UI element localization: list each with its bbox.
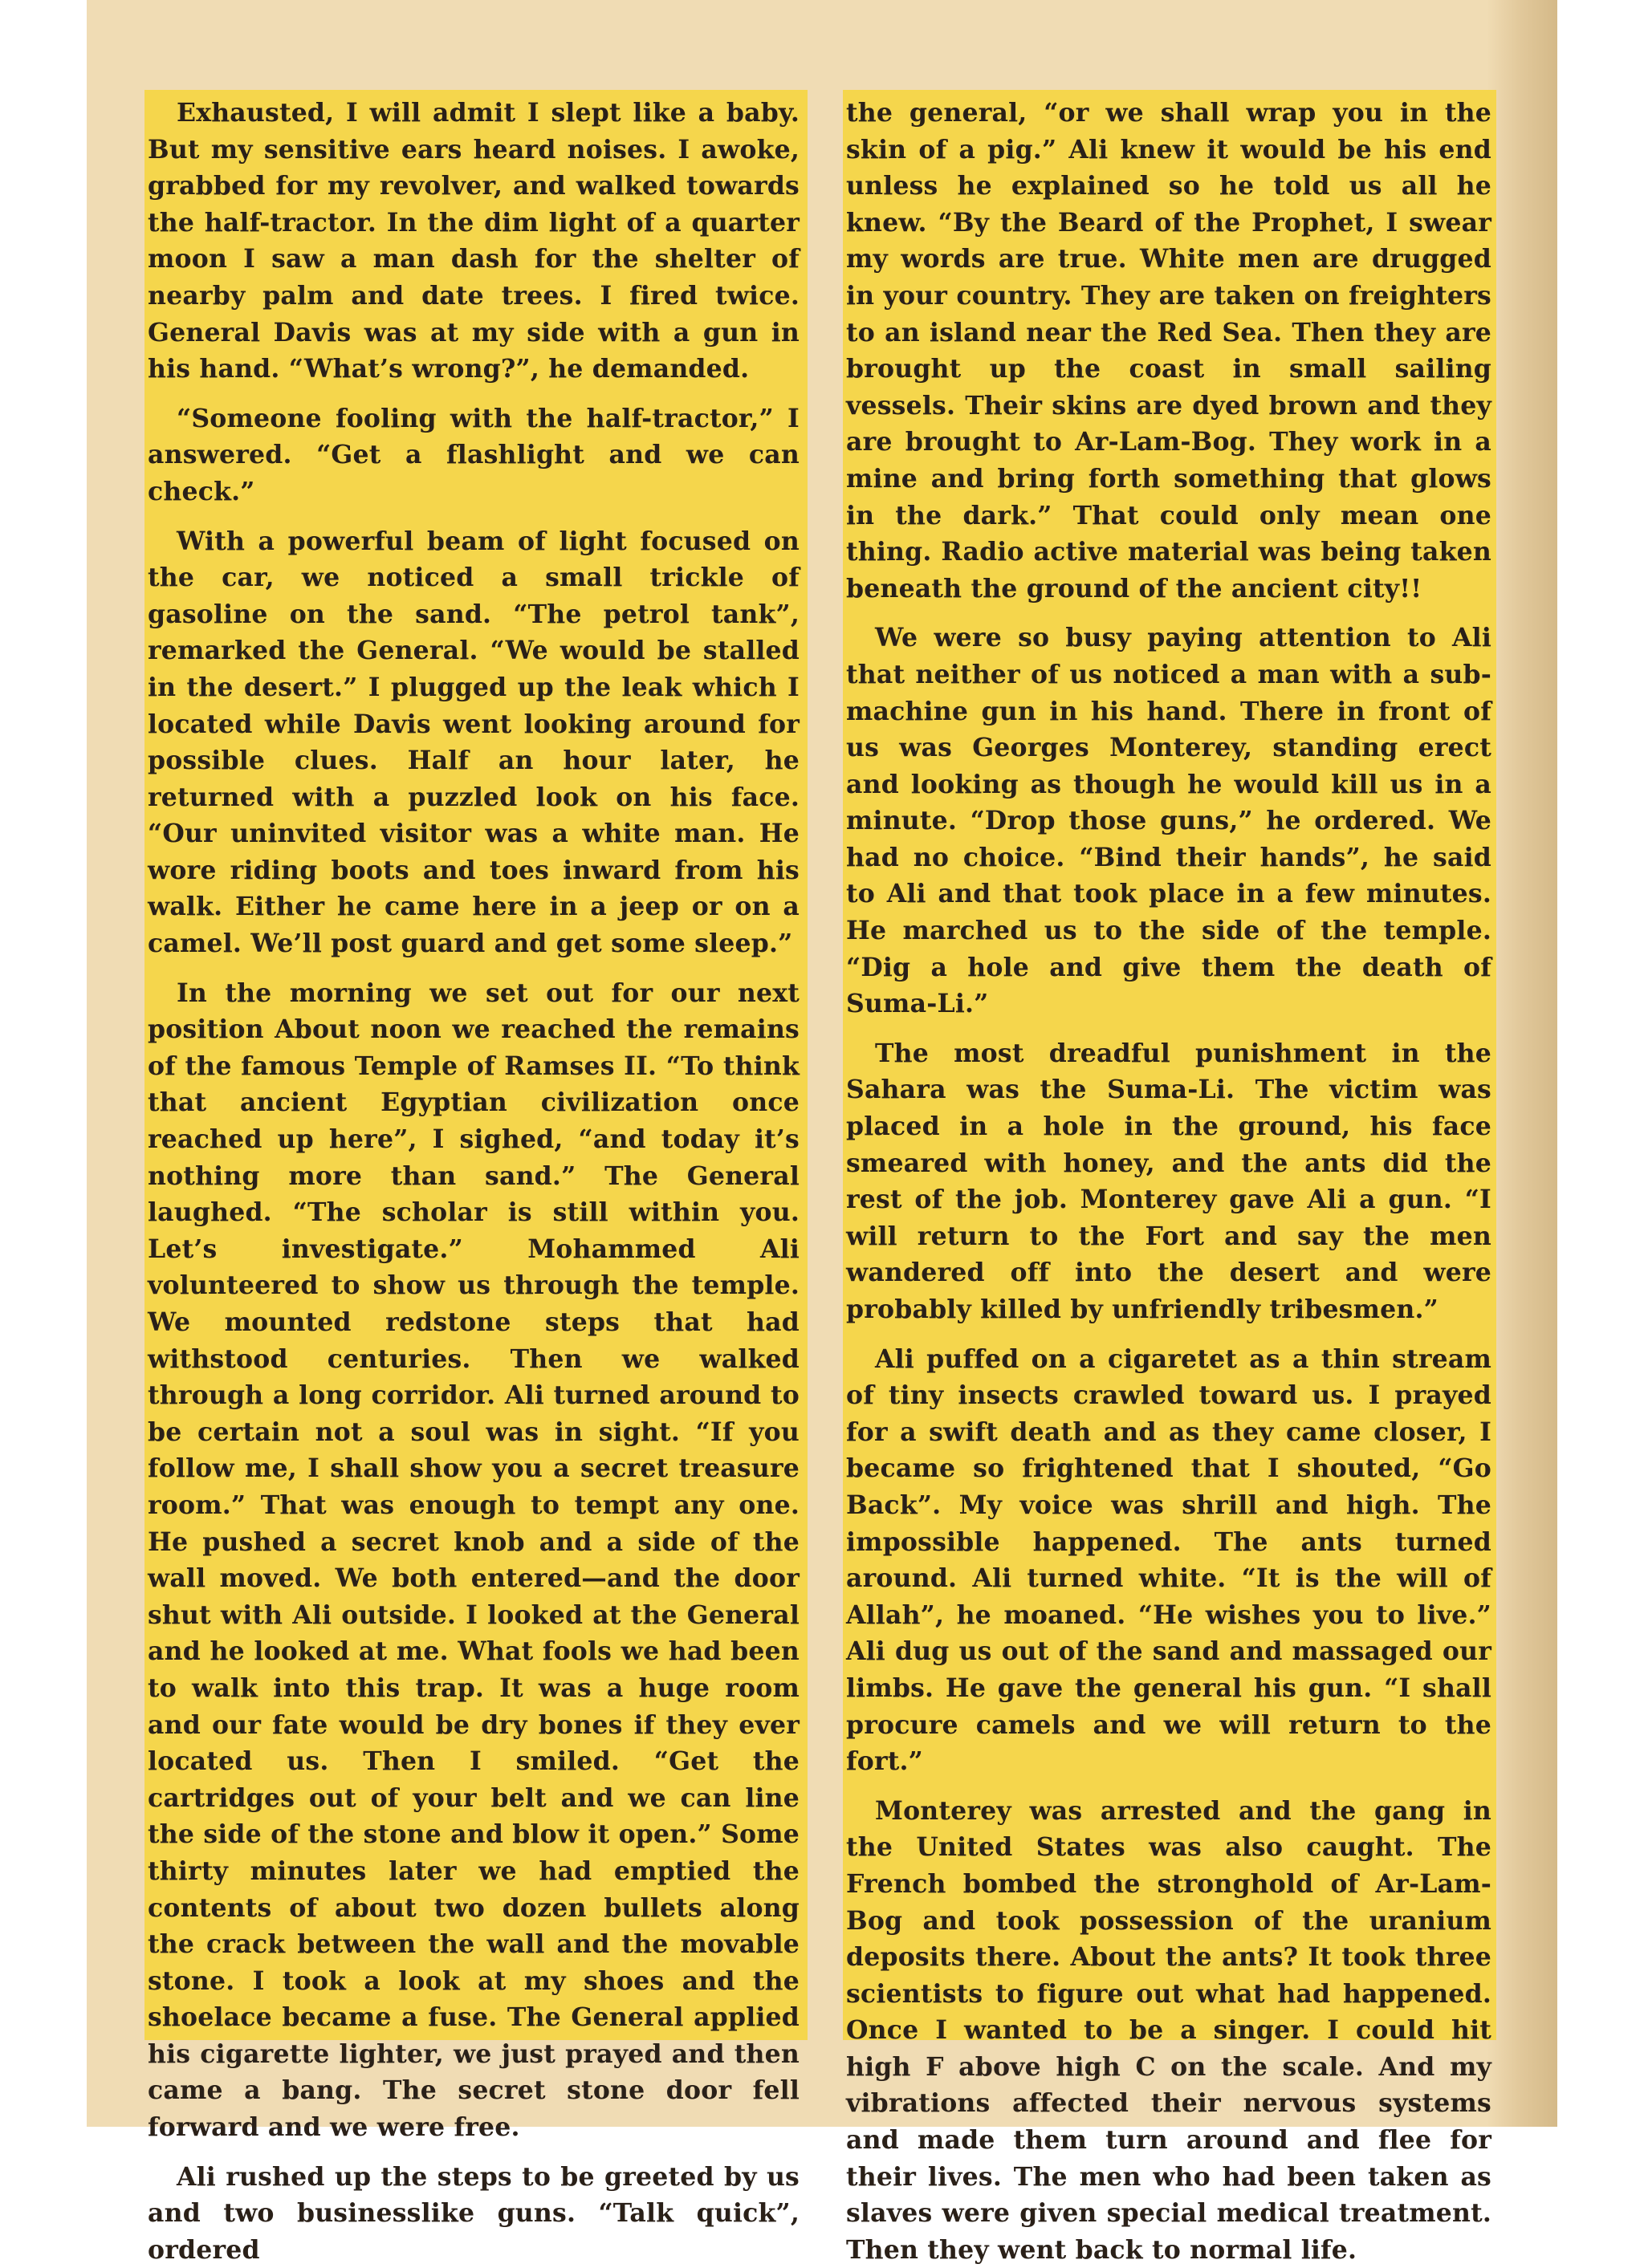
paragraph: Monterey was arrested and the gang in the United States was also caught. The French bombed the stronghold of Ar-Lam-Bog and took possession of the uranium deposits there. About the ants? It took three scientists to figure out what had happened. Once I wanted to be a singer. I could hit high F above high C on the scale. And my vibrations affected their nervous systems and made them turn around and flee for their lives. The men who had been taken as slaves were given special medical treatment. Then they went back to normal life.: [846, 1795, 1491, 2265]
left-text-column: [144, 90, 808, 2265]
paragraph: Exhausted, I will admit I slept like a baby. But my sensitive ears heard noises. I awoke, grabbed for my revolver, and walked towards the half-tractor. In the dim light of a quarter moon I saw a man dash for the shelter of nearby palm and date trees. I fired twice. General Davis was at my side with a gun in his hand. “What’s wrong?”, he demanded.: [148, 98, 800, 384]
paragraph: the general, “or we shall wrap you in the skin of a pig.” Ali knew it would be his end unless he explained so he told us all he knew. “By the Beard of the Prophet, I swear my words are true. White men are drugged in your country. They are taken on freighters to an island near the Red Sea. Then they are brought up the coast in small sailing vessels. Their skins are dyed brown and they are brought to Ar-Lam-Bog. They work in a mine and bring forth something that glows in the dark.” That could only mean one thing. Radio active material was being taken beneath the ground of the ancient city!!: [846, 98, 1491, 604]
right-text-column: [843, 90, 1496, 2265]
paragraph: The most dreadful punishment in the Sahara was the Suma-Li. The victim was placed in a hole in the ground, his face smeared with honey, and the ants did the rest of the job. Monterey gave Ali a gun. “I will return to the Fort and say the men wandered off into the desert and were probably killed by unfriendly tribesmen.”: [846, 1038, 1491, 1324]
paragraph: Ali puffed on a cigaretet as a thin stream of tiny insects crawled toward us. I prayed for a swift death and as they came closer, I became so frightened that I shouted, “Go Back”. My voice was shrill and high. The impossible happened. The ants turned around. Ali turned white. “It is the will of Allah”, he moaned. “He wishes you to live.” Ali dug us out of the sand and massaged our limbs. He gave the general his gun. “I shall procure camels and we will return to the fort.”: [846, 1343, 1491, 1777]
paragraph: We were so busy paying attention to Ali that neither of us noticed a man with a sub-machine gun in his hand. There in front of us was Georges Monterey, standing erect and looking as though he would kill us in a minute. “Drop those guns,” he ordered. We had no choice. “Bind their hands”, he said to Ali and that took place in a few minutes. He marched us to the side of the temple. “Dig a hole and give them the death of Suma-Li.”: [846, 623, 1491, 1019]
page-gutter-shadow: [1487, 0, 1557, 2127]
paragraph: With a powerful beam of light focused on the car, we noticed a small trickle of gasoline on the sand. “The petrol tank”, remarked the General. “We would be stalled in the desert.” I plugged up the leak which I located while Davis went looking around for possible clues. Half an hour later, he returned with a puzzled look on his face. “Our uninvited visitor was a white man. He wore riding boots and toes inward from his walk. Either he came here in a jeep or on a camel. We’ll post guard and get some sleep.”: [148, 526, 800, 959]
paragraph: Ali rushed up the steps to be greeted by us and two businesslike guns. “Talk quick”, ordered: [148, 2161, 800, 2265]
paragraph: “Someone fooling with the half-tractor,” I answered. “Get a flashlight and we can check.”: [148, 403, 800, 506]
paragraph: In the morning we set out for our next position About noon we reached the remains of the famous Temple of Ramses II. “To think that ancient Egyptian civilization once reached up here”, I sighed, “and today it’s nothing more than sand.” The General laughed. “The scholar is still within you. Let’s investigate.” Mohammed Ali volunteered to show us through the temple. We mounted redstone steps that had withstood centuries. Then we walked through a long corridor. Ali turned around to be certain not a soul was in sight. “If you follow me, I shall show you a secret treasure room.” That was enough to tempt any one. He pushed a secret knob and a side of the wall moved. We both entered—and the door shut with Ali outside. I looked at the General and he looked at me. What fools we had been to walk into this trap. It was a huge room and our fate would be dry bones if they ever located us. Then I smiled. “Get the cartridges out of your belt and we can line the side of the stone and blow it open.” Some thirty minutes later we had emptied the contents of about two dozen bullets along the crack between the wall and the movable stone. I took a look at my shoes and the shoelace became a fuse. The General applied his cigarette lighter, we just prayed and then came a bang. The secret stone door fell forward and we were free.: [148, 978, 800, 2143]
